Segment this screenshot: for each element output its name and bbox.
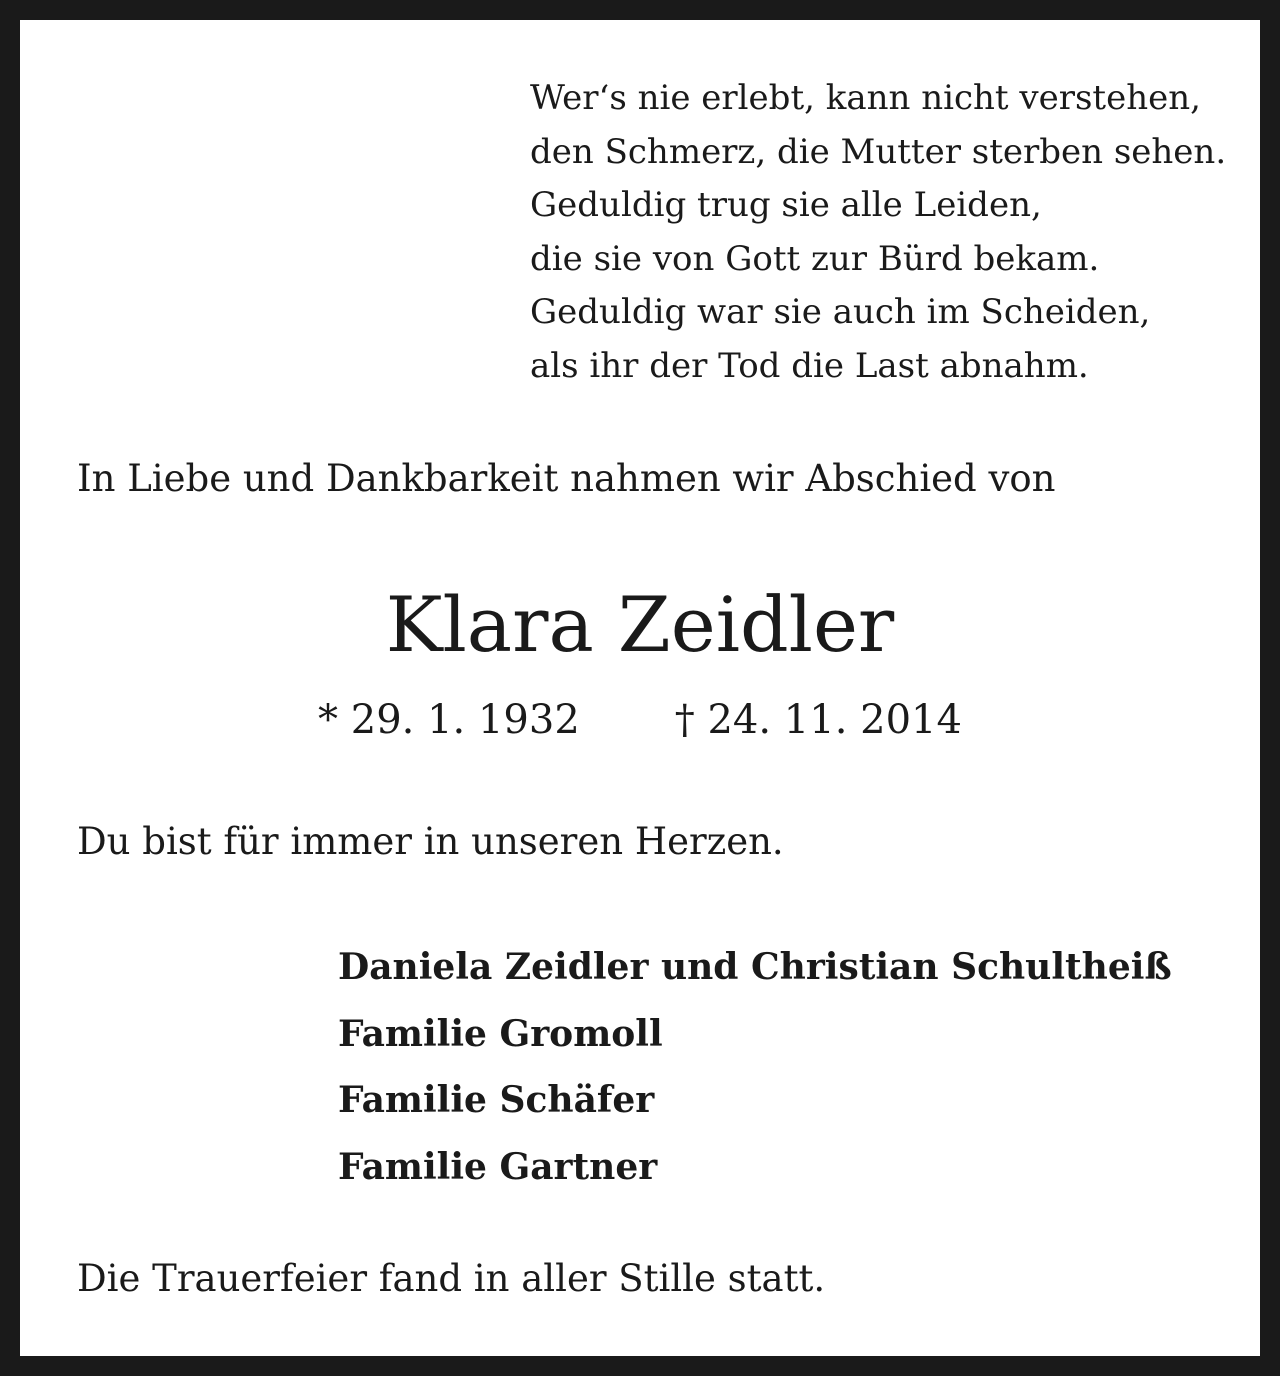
mourners-list — [338, 934, 1172, 1200]
closing-text: Du bist für immer in unseren Herzen. — [77, 820, 784, 863]
obituary-notice — [20, 20, 1260, 1356]
mourner: Familie Gromoll — [338, 1012, 663, 1055]
poem — [530, 72, 1226, 393]
deceased-name: Klara Zeidler — [385, 580, 895, 669]
poem-line: Wer‘s nie erlebt, kann nicht verstehen, — [530, 78, 1201, 118]
mourner: Familie Schäfer — [338, 1079, 655, 1121]
death-date: † 24. 11. 2014 — [674, 697, 962, 743]
poem-line: als ihr der Tod die Last abnahm. — [530, 345, 1089, 386]
poem-line: den Schmerz, die Mutter sterben sehen. — [530, 131, 1227, 172]
mourner: Familie Gartner — [338, 1145, 658, 1188]
life-dates — [20, 697, 1260, 743]
poem-line: Geduldig trug sie alle Leiden, — [530, 185, 1042, 225]
birth-date: * 29. 1. 1932 — [318, 697, 580, 743]
poem-line: die sie von Gott zur Bürd bekam. — [530, 238, 1100, 279]
funeral-note: Die Trauerfeier fand in aller Stille statt. — [77, 1257, 826, 1300]
intro-text: In Liebe und Dankbarkeit nahmen wir Abschied von — [77, 457, 1056, 500]
mourner: Daniela Zeidler und Christian Schultheiß — [338, 946, 1172, 988]
poem-line: Geduldig war sie auch im Scheiden, — [530, 292, 1151, 332]
